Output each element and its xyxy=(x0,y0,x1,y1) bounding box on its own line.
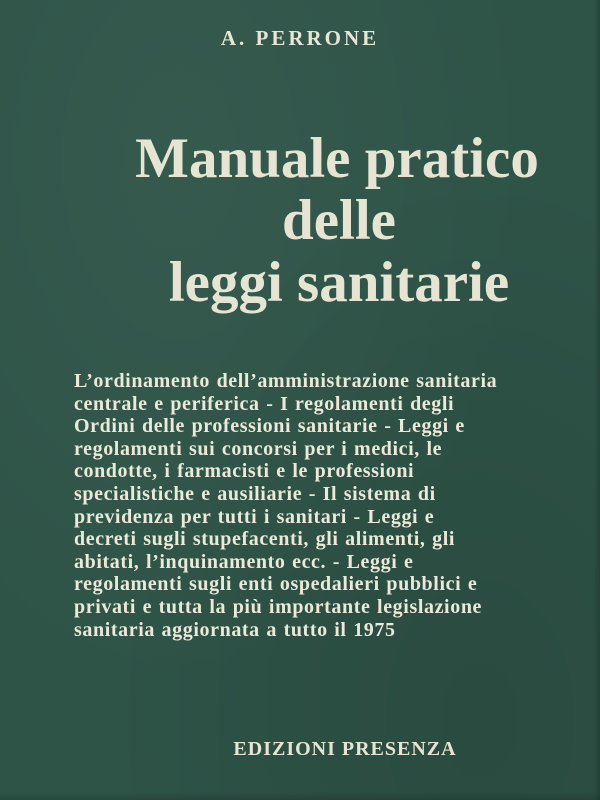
description-line: Ordini delle professioni sanitarie - Leggi e xyxy=(74,415,465,438)
description-line: abitati, l’inquinamento ecc. - Leggi e xyxy=(74,550,414,573)
contents-description xyxy=(74,370,600,641)
description-line: regolamenti sugli enti ospedalieri pubblici e xyxy=(74,573,478,596)
author-name: A. PERRONE xyxy=(220,26,380,50)
description-line: previdenza per tutti i sanitari - Leggi e xyxy=(74,505,435,528)
title-line-1: Manuale pratico xyxy=(135,127,539,190)
title-line-3: leggi sanitarie xyxy=(168,251,510,314)
description-line: decreti sugli stupefacenti, gli alimenti, gli xyxy=(74,528,456,551)
cover-edge-shadow xyxy=(594,0,600,800)
cover-bottom-shadow xyxy=(0,792,600,800)
description-line: privati e tutta la più importante legislazione xyxy=(74,595,483,618)
title-line-2: delle xyxy=(282,189,396,252)
description-line: regolamenti sui concorsi per i medici, le xyxy=(74,437,443,460)
description-line: sanitaria aggiornata a tutto il 1975 xyxy=(74,618,396,641)
description-line: specialistiche e ausiliarie - Il sistema di xyxy=(74,482,436,505)
book-title xyxy=(78,128,600,314)
description-line: condotte, i farmacisti e le professioni xyxy=(74,460,415,483)
description-line: L’ordinamento dell’amministrazione sanitaria xyxy=(74,370,498,392)
description-line: centrale e periferica - I regolamenti degli xyxy=(74,392,455,415)
publisher-name: EDIZIONI PRESENZA xyxy=(233,738,457,760)
